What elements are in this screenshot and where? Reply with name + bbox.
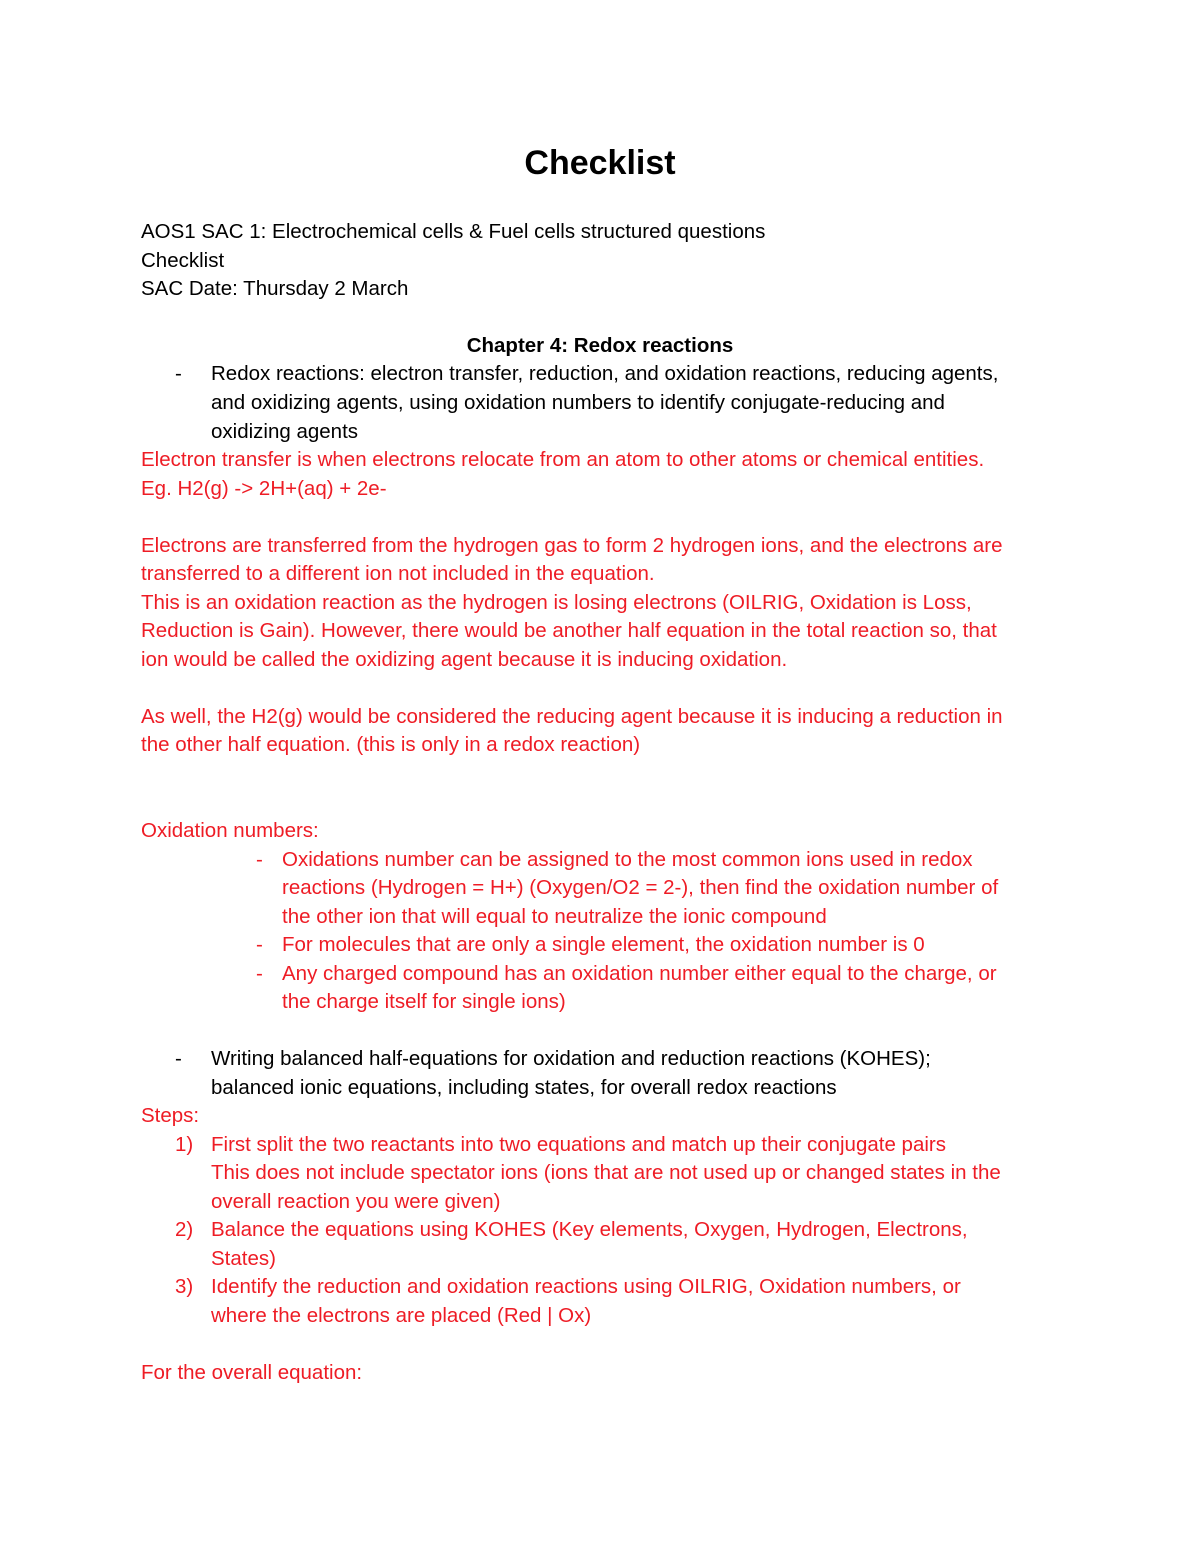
step-line: where the electrons are placed (Red | Ox)	[211, 1304, 592, 1327]
step-line: Balance the equations using KOHES (Key elements, Oxygen, Hydrogen, Electrons,	[211, 1218, 968, 1241]
note-line: the other half equation. (this is only in a redox reaction)	[141, 733, 641, 756]
bullet-line: Redox reactions: electron transfer, reduction, and oxidation reactions, reducing agents,	[211, 362, 999, 385]
step-line: States)	[211, 1247, 276, 1270]
step-line: overall reaction you were given)	[211, 1190, 501, 1213]
bullet-line: For molecules that are only a single element, the oxidation number is 0	[282, 933, 925, 956]
bullet-marker: -	[256, 848, 263, 871]
step-number: 2)	[175, 1218, 194, 1241]
bullet-line: Writing balanced half-equations for oxidation and reduction reactions (KOHES);	[211, 1047, 931, 1070]
step-line: First split the two reactants into two equations and match up their conjugate pairs	[211, 1133, 946, 1156]
steps-label: Steps:	[141, 1104, 200, 1127]
page-title: Checklist	[524, 144, 676, 182]
step-number: 1)	[175, 1133, 194, 1156]
note-line: This is an oxidation reaction as the hydrogen is losing electrons (OILRIG, Oxidation is Loss,	[141, 591, 972, 614]
intro-line-1: AOS1 SAC 1: Electrochemical cells & Fuel cells structured questions	[141, 220, 766, 243]
step-line: This does not include spectator ions (ions that are not used up or changed states in the	[211, 1161, 1001, 1184]
bullet-marker: -	[256, 962, 263, 985]
step-line: Identify the reduction and oxidation reactions using OILRIG, Oxidation numbers, or	[211, 1275, 961, 1298]
intro-line-2: Checklist	[141, 249, 225, 272]
note-line: Electron transfer is when electrons relocate from an atom to other atoms or chemical entities.	[141, 448, 985, 471]
bullet-line: Any charged compound has an oxidation number either equal to the charge, or	[282, 962, 997, 985]
bullet-line: the charge itself for single ions)	[282, 990, 566, 1013]
bullet-line: balanced ionic equations, including states, for overall redox reactions	[211, 1076, 837, 1099]
bullet-line: the other ion that will equal to neutralize the ionic compound	[282, 905, 827, 928]
note-line: Eg. H2(g) -> 2H+(aq) + 2e-	[141, 477, 387, 500]
chapter-heading: Chapter 4: Redox reactions	[466, 334, 734, 357]
note-line: transferred to a different ion not included in the equation.	[141, 562, 655, 585]
note-line: Reduction is Gain). However, there would be another half equation in the total reaction so, that	[141, 619, 997, 642]
bullet-line: oxidizing agents	[211, 420, 359, 443]
note-line: Electrons are transferred from the hydrogen gas to form 2 hydrogen ions, and the electrons are	[141, 534, 1003, 557]
bullet-marker: -	[175, 1047, 182, 1070]
bullet-line: and oxidizing agents, using oxidation numbers to identify conjugate-reducing and	[211, 391, 945, 414]
note-line: As well, the H2(g) would be considered the reducing agent because it is inducing a reduction in	[141, 705, 1003, 728]
overall-equation-label: For the overall equation:	[141, 1361, 363, 1384]
bullet-marker: -	[175, 362, 182, 385]
intro-line-3: SAC Date: Thursday 2 March	[141, 277, 409, 300]
oxidation-numbers-label: Oxidation numbers:	[141, 819, 319, 842]
bullet-line: reactions (Hydrogen = H+) (Oxygen/O2 = 2-), then find the oxidation number of	[282, 876, 999, 899]
note-line: ion would be called the oxidizing agent because it is inducing oxidation.	[141, 648, 788, 671]
step-number: 3)	[175, 1275, 194, 1298]
bullet-line: Oxidations number can be assigned to the most common ions used in redox	[282, 848, 973, 871]
bullet-marker: -	[256, 933, 263, 956]
